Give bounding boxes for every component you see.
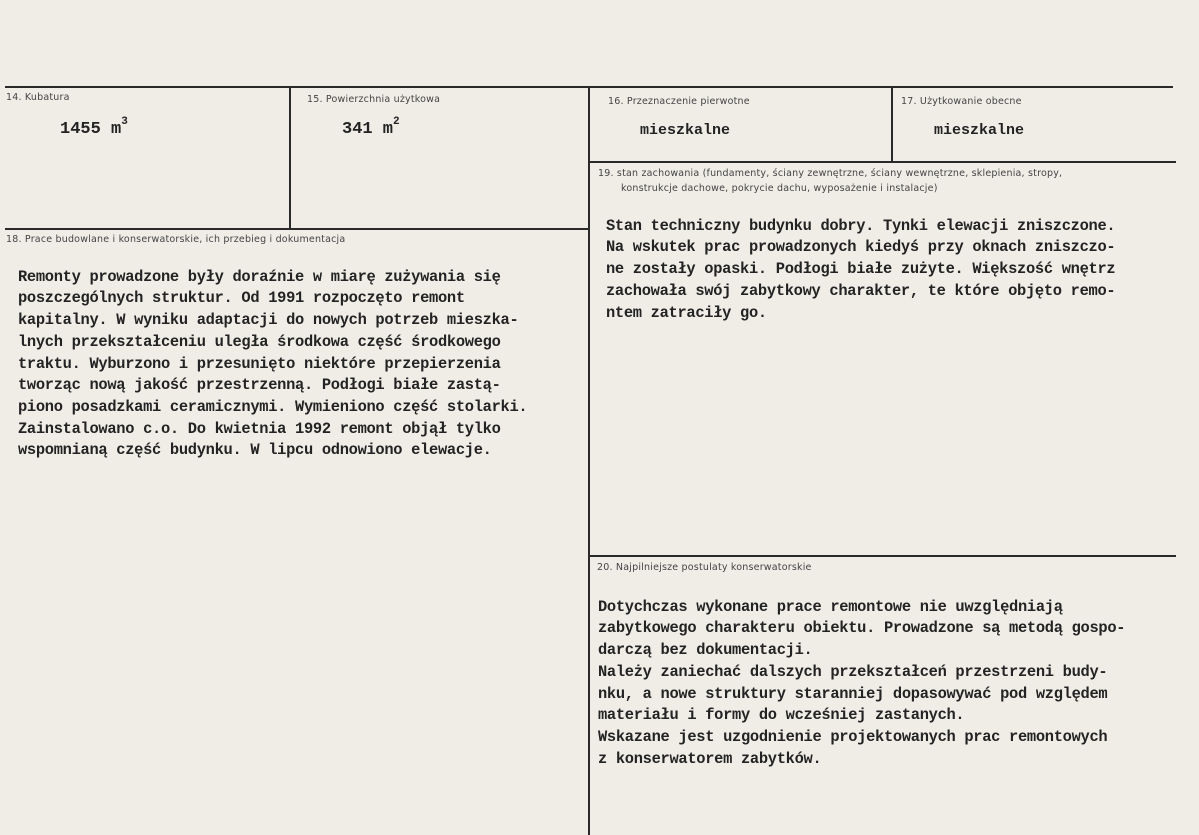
- powierzchnia-label: 15. Powierzchnia użytkowa: [307, 94, 441, 105]
- prace-line: traktu. Wyburzono i przesunięto niektóre przepierzenia: [18, 354, 501, 373]
- stan-line: ne zostały opaski. Podłogi białe zużyte. Większość wnętrz: [606, 260, 1116, 279]
- stan-line: zachowała swój zabytkowy charakter, te które objęto remo-: [606, 281, 1116, 300]
- row1-divider-right: [589, 161, 1176, 163]
- przeznaczenie-label: 16. Przeznaczenie pierwotne: [608, 96, 750, 107]
- row1-divider-left: [5, 228, 589, 230]
- prace-label: 18. Prace budowlane i konserwatorskie, ich przebieg i dokumentacja: [6, 234, 346, 245]
- kubatura-value: [60, 116, 128, 139]
- stan-label-line1: 19. stan zachowania (fundamenty, ściany zewnętrzne, ściany wewnętrzne, sklepienia, stropy,: [598, 168, 1063, 179]
- prace-line: tworząc nową jakość przestrzenną. Podłogi białe zastą-: [18, 376, 501, 395]
- postulaty-line: materiału i formy do wcześniej zastanych.: [598, 706, 965, 725]
- stan-text: [606, 194, 1115, 368]
- kubatura-label: 14. Kubatura: [6, 92, 70, 103]
- column-divider-1: [289, 86, 291, 229]
- stan-line: Stan techniczny budynku dobry. Tynki elewacji zniszczone.: [606, 216, 1116, 235]
- postulaty-text: [598, 575, 1125, 814]
- column-divider-3: [891, 86, 893, 162]
- prace-line: poszczególnych struktur. Od 1991 rozpoczęto remont: [18, 289, 465, 308]
- stan-line: ntem zatraciły go.: [606, 303, 767, 322]
- prace-line: Zainstalowano c.o. Do kwietnia 1992 remont objął tylko: [18, 419, 501, 438]
- postulaty-line: Dotychczas wykonane prace remontowe nie uwzględniają: [598, 597, 1063, 616]
- stan-label-line2: konstrukcje dachowe, pokrycie dachu, wyposażenie i instalacje): [621, 183, 938, 194]
- postulaty-line: nku, a nowe struktury staranniej dopasowywać pod względem: [598, 684, 1108, 703]
- przeznaczenie-value: mieszkalne: [640, 122, 731, 139]
- uzytkowanie-label: 17. Użytkowanie obecne: [901, 96, 1022, 107]
- prace-line: wspomnianą część budynku. W lipcu odnowiono elewacje.: [18, 441, 492, 460]
- postulaty-line: zabytkowego charakteru obiektu. Prowadzone są metodą gospo-: [598, 619, 1126, 638]
- prace-line: lnych przekształceniu uległa środkowa część środkowego: [18, 332, 501, 351]
- prace-line: Remonty prowadzone były doraźnie w miarę zużywania się: [18, 267, 501, 286]
- stan-line: Na wskutek prac prowadzonych kiedyś przy oknach zniszczo-: [606, 238, 1116, 257]
- prace-text: [18, 245, 527, 505]
- postulaty-line: Należy zaniechać dalszych przekształceń przestrzeni budy-: [598, 662, 1108, 681]
- section20-divider: [589, 555, 1176, 557]
- prace-line: piono posadzkami ceramicznymi. Wymieniono część stolarki.: [18, 397, 528, 416]
- postulaty-line: z konserwatorem zabytków.: [598, 749, 822, 768]
- prace-line: kapitalny. W wyniku adaptacji do nowych potrzeb mieszka-: [18, 311, 519, 330]
- kubatura-number: 1455 m: [60, 120, 122, 139]
- powierzchnia-exponent: 2: [393, 116, 400, 128]
- powierzchnia-number: 341 m: [342, 120, 394, 139]
- postulaty-line: Wskazane jest uzgodnienie projektowanych prac remontowych: [598, 727, 1108, 746]
- postulaty-label: 20. Najpilniejsze postulaty konserwatorskie: [597, 562, 812, 573]
- postulaty-line: darczą bez dokumentacji.: [598, 641, 813, 660]
- column-divider-main: [588, 86, 590, 835]
- uzytkowanie-value: mieszkalne: [934, 122, 1025, 139]
- powierzchnia-value: [342, 116, 400, 139]
- kubatura-exponent: 3: [121, 116, 128, 128]
